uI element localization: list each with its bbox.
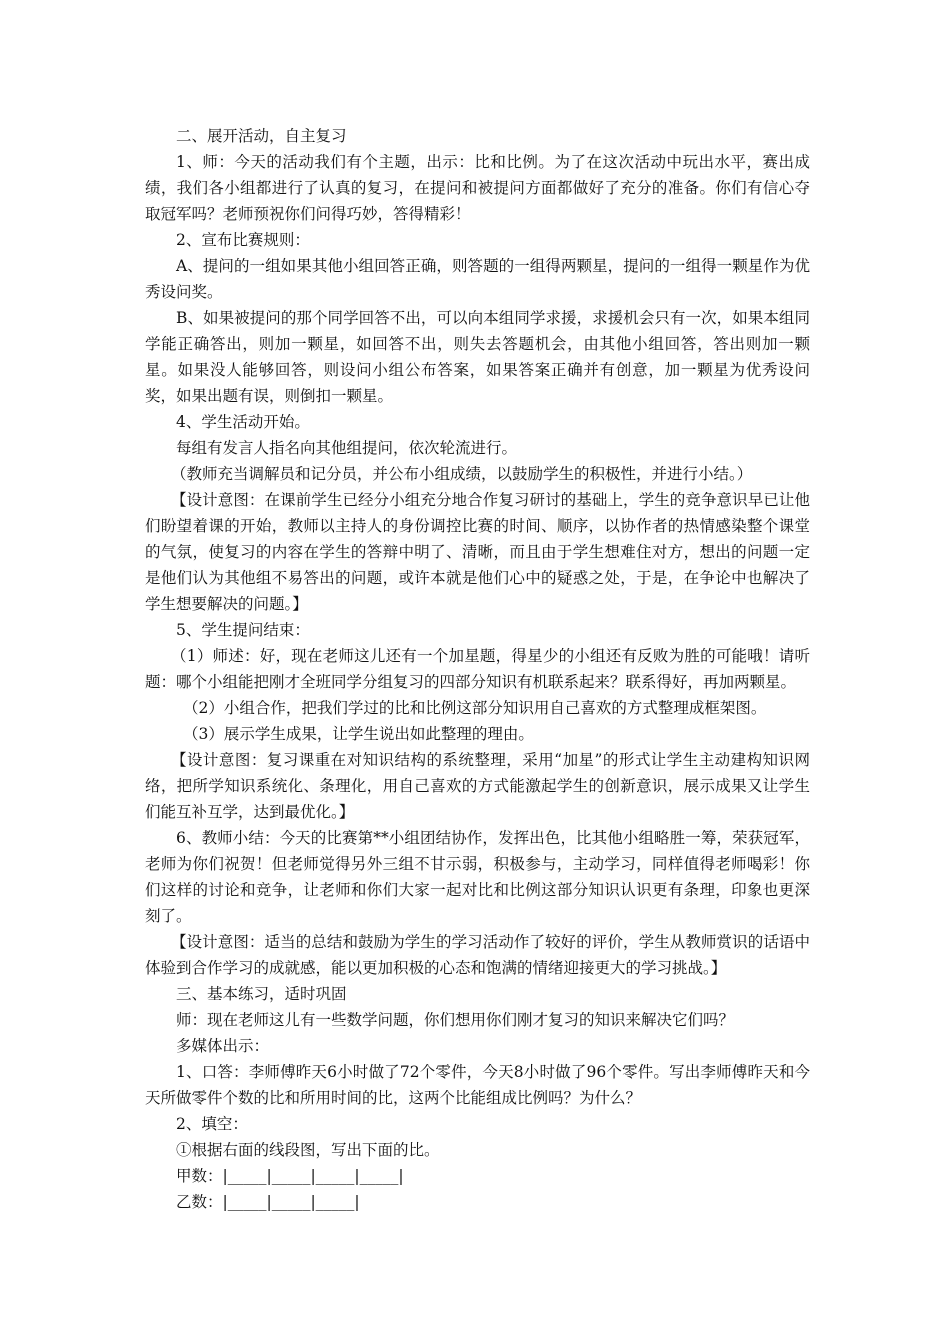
paragraph-rule-b: B、如果被提问的那个同学回答不出，可以向本组同学求援，求援机会只有一次，如果本组同学能正确答出，则加一颗星，如回答不出，则失去答题机会，由其他小组回答，答出则加一颗星。如果没人能够回答，则设问小组公布答案，如果答案正确并有创意，加一颗星为优秀设问奖，如果出题有误，则倒扣一颗星。 — [145, 309, 810, 405]
paragraph-design-intent-2: 【设计意图：复习课重在对知识结构的系统整理，采用“加星”的形式让学生主动建构知识网络，把所学知识系统化、条理化，用自己喜欢的方式能激起学生的创新意识，展示成果又让学生们能互补互学，达到最优化。】 — [145, 751, 810, 821]
paragraph-rules-title: 2、宣布比赛规则： — [176, 231, 310, 249]
paragraph-activity-start: 4、学生活动开始。 — [176, 413, 310, 431]
paragraph-design-intent-1: 【设计意图：在课前学生已经分小组充分地合作复习研讨的基础上，学生的竞争意识早已让他们盼望着课的开始，教师以主持人的身份调控比赛的时间、顺序，以协作者的热情感染整个课堂的气氛，使复习的内容在学生的答辩中明了、清晰，而且由于学生想难住对方，想出的问题一定是他们认为其他组不易答出的问题，或许本就是他们心中的疑惑之处，于是，在争论中也解决了学生想要解决的问题。】 — [145, 491, 810, 613]
section-heading-activity: 二、展开活动，自主复习 — [176, 127, 347, 145]
paragraph-show-results: （3）展示学生成果，让学生说出如此整理的理由。 — [183, 725, 534, 743]
segment-line-yi: 乙数：|_____|_____|_____| — [176, 1193, 360, 1211]
paragraph-speaker-rotation: 每组有发言人指名向其他组提问，依次轮流进行。 — [176, 439, 518, 457]
paragraph-segment-instruction: ①根据右面的线段图，写出下面的比。 — [176, 1141, 440, 1159]
paragraph-questions-end: 5、学生提问结束： — [176, 621, 310, 639]
paragraph-teacher-role-note: （教师充当调解员和记分员，并公布小组成绩，以鼓励学生的积极性，并进行小结。） — [171, 465, 753, 483]
document-page — [145, 123, 810, 1215]
paragraph-teacher-summary: 6、教师小结：今天的比赛第**小组团结协作，发挥出色，比其他小组略胜一筹，荣获冠军，老师为你们祝贺！但老师觉得另外三组不甘示弱，积极参与，主动学习，同样值得老师喝彩！你们这样的讨论和竞争，让老师和你们大家一起对比和比例这部分知识认识更有条理，印象也更深刻了。 — [145, 829, 810, 925]
paragraph-multimedia: 多媒体出示： — [176, 1037, 270, 1055]
paragraph-oral-answer: 1、口答：李师傅昨天6小时做了72个零件，今天8小时做了96个零件。写出李师傅昨天和今天所做零件个数的比和所用时间的比，这两个比能组成比例吗？为什么？ — [145, 1063, 810, 1107]
paragraph-teacher-intro: 1、师：今天的活动我们有个主题，出示：比和比例。为了在这次活动中玩出水平，赛出成绩，我们各小组都进行了认真的复习，在提问和被提问方面都做好了充分的准备。你们有信心夺取冠军吗？老师预祝你们问得巧妙，答得精彩！ — [145, 153, 810, 223]
paragraph-rule-a: A、提问的一组如果其他小组回答正确，则答题的一组得两颗星，提问的一组得一颗星作为优秀设问奖。 — [145, 257, 810, 301]
paragraph-teacher-question: 师：现在老师这儿有一些数学问题，你们想用你们刚才复习的知识来解决它们吗？ — [176, 1011, 735, 1029]
paragraph-design-intent-3: 【设计意图：适当的总结和鼓励为学生的学习活动作了较好的评价，学生从教师赏识的话语中体验到合作学习的成就感，能以更加积极的心态和饱满的情绪迎接更大的学习挑战。】 — [145, 933, 810, 977]
section-heading-practice: 三、基本练习，适时巩固 — [176, 985, 347, 1003]
paragraph-fill-blank: 2、填空： — [176, 1115, 248, 1133]
paragraph-bonus-question: （1）师述：好，现在老师这儿还有一个加星题，得星少的小组还有反败为胜的可能哦！请听题：哪个小组能把刚才全班同学分组复习的四部分知识有机联系起来？联系得好，再加两颗星。 — [145, 647, 810, 691]
segment-line-jia: 甲数：|_____|_____|_____|_____| — [176, 1167, 404, 1185]
paragraph-group-work: （2）小组合作，把我们学过的比和比例这部分知识用自己喜欢的方式整理成框架图。 — [183, 699, 767, 717]
